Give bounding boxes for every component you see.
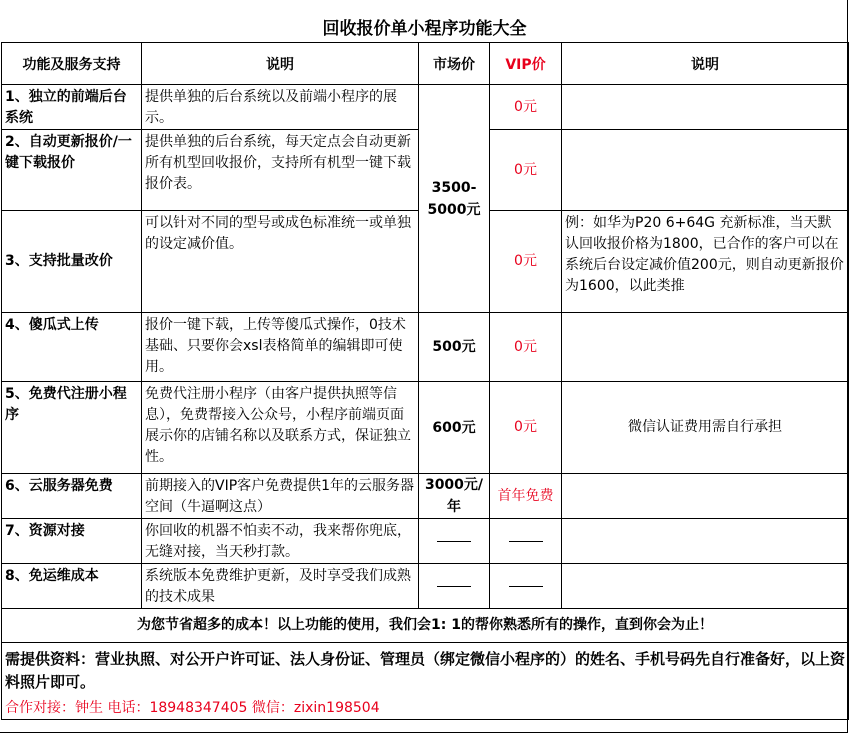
vip-price-cell: 0元 bbox=[490, 382, 562, 474]
feature-cell: 6、云服务器免费 bbox=[2, 474, 142, 519]
note-cell: 例：如华为P20 6+64G 充新标准，当天默认回收报价格为1800，已合作的客户可以在系统后台设定减价值200元，则自动更新报价为1600，以此类推 bbox=[562, 211, 849, 313]
market-price-cell: 3000元/年 bbox=[419, 474, 490, 519]
feature-cell: 1、独立的前端后台系统 bbox=[2, 85, 142, 130]
header-vip: VIP价 bbox=[490, 43, 562, 85]
market-price-bottom: 5000元 bbox=[427, 201, 481, 218]
table-row bbox=[2, 382, 849, 474]
desc-cell: 提供单独的后台系统，每天定点会自动更新所有机型回收报价，支持所有机型一键下载报价表。 bbox=[142, 130, 419, 211]
header-desc: 说明 bbox=[142, 43, 419, 85]
note-cell bbox=[562, 85, 849, 130]
header-market: 市场价 bbox=[419, 43, 490, 85]
desc-cell: 可以针对不同的型号或成色标准统一或单独的设定减价值。 bbox=[142, 211, 419, 313]
header-row bbox=[2, 43, 849, 85]
market-price-cell: 600元 bbox=[419, 382, 490, 474]
dash-mark bbox=[437, 585, 471, 587]
note-cell bbox=[562, 519, 849, 564]
feature-cell: 5、免费代注册小程序 bbox=[2, 382, 142, 474]
market-price-top: 3500- bbox=[431, 179, 477, 196]
note-cell bbox=[562, 313, 849, 382]
note-cell bbox=[562, 474, 849, 519]
dash-mark bbox=[509, 585, 543, 587]
feature-cell: 7、资源对接 bbox=[2, 519, 142, 564]
contact-row bbox=[2, 698, 849, 720]
table-row bbox=[2, 564, 849, 609]
desc-cell: 前期接入的VIP客户免费提供1年的云服务器空间（牛逼啊这点） bbox=[142, 474, 419, 519]
header-note: 说明 bbox=[562, 43, 849, 85]
vip-price-cell: 首年免费 bbox=[490, 474, 562, 519]
vip-price-cell: 0元 bbox=[490, 313, 562, 382]
desc-cell: 报价一键下载，上传等傻瓜式操作，0技术基础、只要你会xsl表格简单的编辑即可使用。 bbox=[142, 313, 419, 382]
feature-cell: 3、支持批量改价 bbox=[2, 211, 142, 313]
feature-cell: 4、傻瓜式上传 bbox=[2, 313, 142, 382]
merged-market-price bbox=[419, 85, 490, 313]
market-price-cell: 500元 bbox=[419, 313, 490, 382]
header-feature: 功能及服务支持 bbox=[2, 43, 142, 85]
note-cell bbox=[562, 130, 849, 211]
feature-cell: 2、自动更新报价/一键下载报价 bbox=[2, 130, 142, 211]
vip-price-empty bbox=[490, 519, 562, 564]
feature-cell: 8、免运维成本 bbox=[2, 564, 142, 609]
requirements-text: 需提供资料：营业执照、对公开户许可证、法人身份证、管理员（绑定微信小程序的）的姓名、手机号码先自行准备好，以上资料照片即可。 bbox=[2, 643, 849, 698]
desc-cell: 提供单独的后台系统以及前端小程序的展示。 bbox=[142, 85, 419, 130]
market-price-empty bbox=[419, 519, 490, 564]
note-cell bbox=[562, 564, 849, 609]
table-row bbox=[2, 85, 849, 130]
dash-mark bbox=[509, 540, 543, 542]
summary-row bbox=[2, 609, 849, 643]
feature-table bbox=[1, 42, 849, 720]
table-row bbox=[2, 474, 849, 519]
summary-text: 为您节省超多的成本！以上功能的使用，我们会1: 1的帮你熟悉所有的操作，直到你会为止！ bbox=[2, 609, 849, 643]
vip-price-cell: 0元 bbox=[490, 211, 562, 313]
market-price-empty bbox=[419, 564, 490, 609]
requirements-row bbox=[2, 643, 849, 698]
dash-mark bbox=[437, 540, 471, 542]
vip-price-empty bbox=[490, 564, 562, 609]
vip-price-cell: 0元 bbox=[490, 130, 562, 211]
table-row bbox=[2, 313, 849, 382]
page-title: 回收报价单小程序功能大全 bbox=[322, 19, 527, 39]
note-cell: 微信认证费用需自行承担 bbox=[562, 382, 849, 474]
vip-price-cell: 0元 bbox=[490, 85, 562, 130]
desc-cell: 系统版本免费维护更新，及时享受我们成熟的技术成果 bbox=[142, 564, 419, 609]
desc-cell: 免费代注册小程序（由客户提供执照等信息），免费帮接入公众号，小程序前端页面展示你的店铺名称以及联系方式，保证独立性。 bbox=[142, 382, 419, 474]
contact-text: 合作对接：钟生 电话：18948347405 微信：zixin198504 bbox=[2, 698, 849, 720]
table-row bbox=[2, 519, 849, 564]
desc-cell: 你回收的机器不怕卖不动，我来帮你兜底，无缝对接，当天秒打款。 bbox=[142, 519, 419, 564]
